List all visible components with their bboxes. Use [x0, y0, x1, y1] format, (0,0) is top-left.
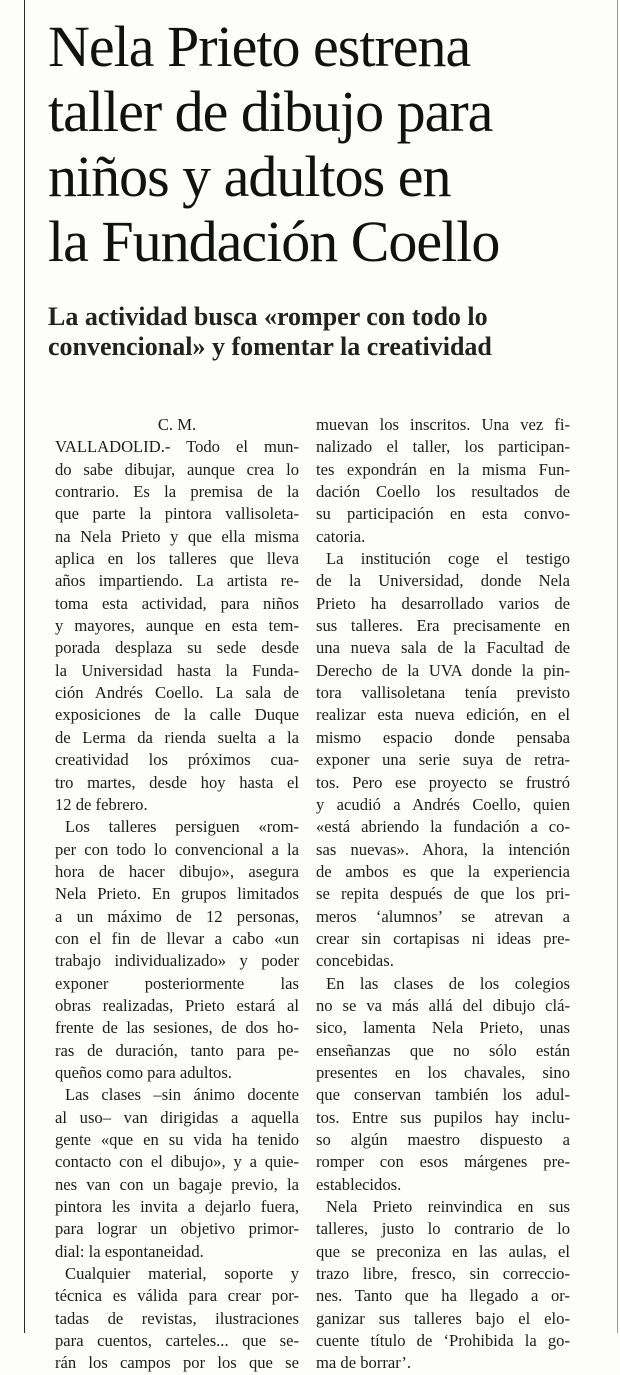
body-text-line: meros ‘alumnos’ se atrevan a [316, 906, 570, 926]
body-text-line: y acudió a Andrés Coello, quien [316, 794, 570, 814]
subheadline [48, 302, 593, 362]
body-text-line: con el fin de llevar a cabo «un [55, 928, 299, 948]
body-text-line: obras realizadas, Prieto estará al [55, 995, 299, 1015]
body-text-line: tro martes, desde hoy hasta el [55, 772, 299, 792]
body-text-line: Nela Prieto. En grupos limitados [55, 884, 299, 904]
body-text-line: dial: la espontaneidad. [55, 1241, 204, 1261]
body-text-line: romper con esos márgenes pre- [316, 1152, 570, 1172]
body-text-line: tos. Entre sus pupilos hay inclu- [316, 1107, 570, 1127]
body-text-line: concebidas. [316, 951, 394, 971]
body-text-line: de Lerma da rienda suelta a la [55, 727, 299, 747]
body-text-line: Las clases –sin ánimo docente [65, 1085, 299, 1105]
body-text-line: La institución coge el testigo [326, 549, 570, 569]
body-text-line: pintora les invita a dejarlo fuera, [55, 1197, 299, 1217]
body-text-line: toma esta actividad, para niños [55, 593, 299, 613]
body-text-line: de ambos es que la experiencia [316, 861, 570, 881]
body-text-line: de la Universidad, donde Nela [316, 571, 570, 591]
body-text-line: la Universidad hasta la Funda- [55, 660, 299, 680]
body-text-line: no se va más allá del dibujo clá- [316, 995, 570, 1015]
body-text-line: En las clases de los colegios [326, 973, 570, 993]
body-text-line: para lograr un objetivo primor- [55, 1219, 299, 1239]
body-text-line: tora vallisoletana tenía previsto [316, 683, 570, 703]
body-text-line: mismo espacio donde pensaba [316, 727, 570, 747]
body-text-line: na Nela Prieto y que ella misma [55, 526, 299, 546]
body-text-line: a un máximo de 12 personas, [55, 906, 299, 926]
body-text-line: que conservan también los adul- [316, 1085, 570, 1105]
body-text-line: una nueva sala de la Facultad de [316, 638, 570, 658]
body-text-line: tadas de revistas, ilustraciones [55, 1308, 299, 1328]
body-text-line: crear sin cortapisas ni ideas pre- [316, 928, 570, 948]
body-text-line: muevan los inscritos. Una vez fi- [316, 415, 570, 434]
body-text-line: ma de borrar’. [316, 1353, 412, 1373]
body-column-left [55, 414, 299, 1375]
body-column-right [316, 414, 570, 1375]
body-text-line: técnica es válida para crear por- [55, 1286, 299, 1306]
headline-line: taller de dibujo para [48, 79, 493, 144]
body-text-line: nalizado el taller, los participan- [316, 437, 570, 457]
body-text-line: sico, lamenta Nela Prieto, unas [316, 1018, 570, 1038]
body-text-line: gente «que en su vida ha tenido [55, 1130, 299, 1149]
body-text-line: creatividad los próximos cua- [55, 750, 299, 770]
byline: C. M. [157, 415, 197, 434]
body-text-line: hora de hacer dibujo», asegura [55, 861, 299, 881]
body-text-line: sas nuevas». Ahora, la intención [316, 839, 570, 859]
body-text-line: Nela Prieto reinvindica en sus [326, 1197, 570, 1217]
body-text-line: VALLADOLID.- Todo el mun- [55, 437, 299, 457]
body-text-line: aplica en los talleres que lleva [55, 549, 299, 569]
body-text-line: rán los campos por los que se [55, 1353, 299, 1373]
body-text-line: se repita después de que los pri- [316, 884, 570, 904]
headline-line: Nela Prieto estrena [48, 14, 471, 79]
body-text-line: ción Andrés Coello. La sala de [55, 683, 299, 703]
body-text-line: realizar esta nueva edición, en el [316, 705, 570, 725]
body-text-line: su participación en esta convo- [316, 504, 570, 524]
body-text-line: trabajo individualizado» y poder [55, 951, 299, 971]
body-text-line: que parte la pintora vallisoleta- [55, 504, 299, 524]
body-text-line: enseñanzas que no sólo están [316, 1040, 570, 1060]
body-text-line: Derecho de la UVA donde la pin- [316, 660, 570, 680]
column-rule-left [24, 0, 25, 1333]
body-text-line: frente de las sesiones, de dos ho- [55, 1018, 299, 1038]
body-text-line: tes expondrán en la misma Fun- [316, 459, 570, 479]
body-text-line: per con todo lo convencional a la [55, 839, 299, 859]
body-text-line: «está abriendo la fundación a co- [316, 817, 570, 837]
body-text-line: nes. Tanto que ha llegado a or- [316, 1286, 570, 1306]
headline [48, 14, 593, 274]
body-text-line: so algún maestro dispuesto a [316, 1130, 570, 1149]
body-text-line: ras de duración, tanto para pe- [55, 1040, 299, 1060]
body-text-line: Cualquier material, soporte y [65, 1264, 299, 1284]
headline-line: niños y adultos en [48, 144, 451, 209]
body-text-line: ganizar sus talleres bajo el elo- [316, 1308, 570, 1328]
body-text-line: exponer una serie suya de retra- [316, 750, 570, 770]
body-text-line: queños como para adultos. [55, 1062, 232, 1082]
body-text-line: que se preconiza en las aulas, el [316, 1241, 570, 1261]
body-text-line: 12 de febrero. [55, 794, 148, 814]
body-text-line: al uso– van dirigidas a aquella [55, 1107, 299, 1127]
body-text-line: exposiciones de la calle Duque [55, 705, 299, 725]
body-text-line: y mayores, aunque en esta tem- [55, 616, 299, 636]
body-text-line: porada desplaza su sede desde [55, 638, 299, 658]
body-text-line: trazo libre, fresco, sin correccio- [316, 1264, 570, 1284]
body-text-line: presentes en los chavales, sino [316, 1062, 570, 1082]
subheadline-line: convencional» y fomentar la creatividad [48, 332, 492, 361]
body-text-line: contacto con el dibujo», y a quie- [55, 1152, 299, 1172]
body-text-line: nes van con un bagaje previo, la [55, 1174, 299, 1194]
body-text-line: para cuentos, carteles... que se- [55, 1331, 299, 1351]
body-text-line: tos. Pero ese proyecto se frustró [316, 772, 570, 792]
body-text-line: talleres, justo lo contrario de lo [316, 1219, 570, 1239]
page-edge-rule [617, 0, 618, 1333]
body-text-line: cuente título de ‘Prohibida la go- [316, 1331, 570, 1351]
body-text-line: sus talleres. Era precisamente en [316, 616, 570, 636]
body-text-line: establecidos. [316, 1174, 402, 1194]
body-text-line: Prieto ha desarrollado varios de [316, 593, 570, 613]
subheadline-line: La actividad busca «romper con todo lo [48, 302, 488, 331]
body-text-line: contrario. Es la premisa de la [55, 482, 299, 502]
body-text-line: catoria. [316, 526, 366, 546]
body-text-line: Los talleres persiguen «rom- [65, 817, 299, 837]
headline-line: la Fundación Coello [48, 209, 500, 274]
body-text-line: do sabe dibujar, aunque crea lo [55, 459, 299, 479]
body-text-line: exponer posteriormente las [55, 973, 299, 993]
body-text-line: dación Coello los resultados de [316, 482, 570, 502]
body-text-line: años impartiendo. La artista re- [55, 571, 299, 591]
